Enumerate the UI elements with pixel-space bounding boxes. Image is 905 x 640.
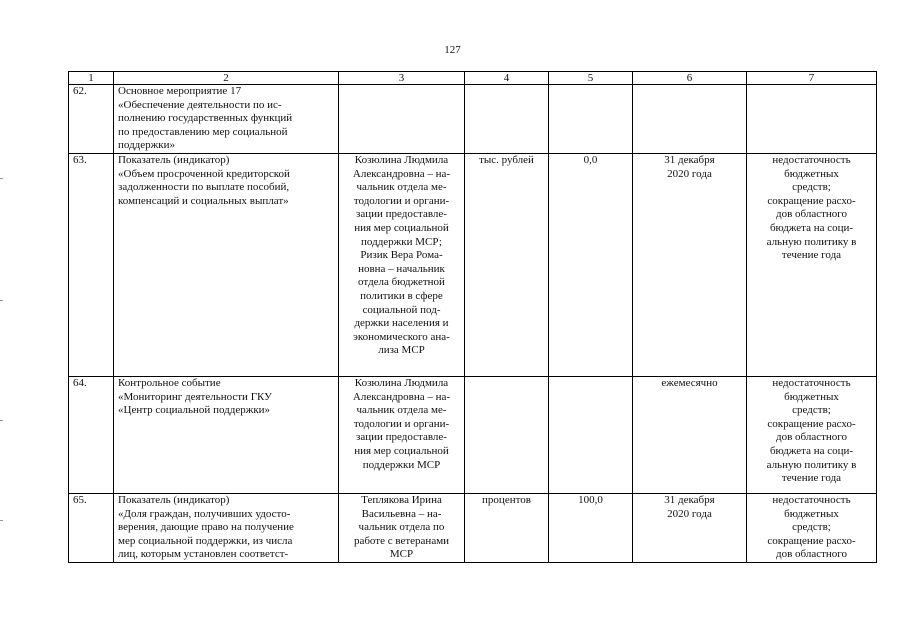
responsible-line: чальник отдела по xyxy=(358,521,445,534)
scan-edge-mark xyxy=(0,178,3,179)
risk-line: бюджетных xyxy=(784,167,839,180)
measure-name-cell xyxy=(114,154,339,377)
responsible-line: чальник отдела ме- xyxy=(356,181,447,194)
column-header: 3 xyxy=(339,72,465,85)
risk-line: дов областного xyxy=(775,548,848,561)
target-value: 0,0 xyxy=(583,154,598,166)
risk-line: течение года xyxy=(781,472,842,485)
measure-name-line: «Объем просроченной кредиторской xyxy=(118,167,290,180)
responsible-line: новна – начальник xyxy=(358,262,445,275)
table-row xyxy=(69,154,877,377)
column-header: 2 xyxy=(114,72,339,85)
responsible-line: держки населения и xyxy=(354,317,449,330)
risk-line: течение года xyxy=(781,249,842,262)
responsible-cell xyxy=(339,85,465,154)
responsible-line: Васильевна – на- xyxy=(361,507,442,520)
column-header: 4 xyxy=(465,72,549,85)
target-value-cell xyxy=(549,494,633,563)
risk-line: бюджета на соци- xyxy=(769,444,854,457)
unit-value: тыс. рублей xyxy=(479,154,534,166)
risk-line: дов областного xyxy=(775,431,848,444)
risk-cell xyxy=(747,377,877,494)
row-number: 62. xyxy=(73,85,87,97)
unit-cell xyxy=(465,85,549,154)
scan-edge-mark xyxy=(0,300,3,301)
responsible-line: Козюлина Людмила xyxy=(354,377,449,389)
page-number: 127 xyxy=(444,44,461,56)
unit-cell xyxy=(465,154,549,377)
responsible-line: политики в сфере xyxy=(360,289,443,302)
row-number: 64. xyxy=(73,377,87,389)
measure-name-line: «Центр социальной поддержки» xyxy=(118,404,271,417)
measure-name-line: верения, дающие право на получение xyxy=(118,521,294,534)
column-header: 7 xyxy=(747,72,877,85)
responsible-line: Теплякова Ирина xyxy=(361,494,442,506)
measure-name-line: Основное мероприятие 17 xyxy=(118,85,242,97)
table-header-row xyxy=(69,72,877,85)
measure-name-line: «Доля граждан, получивших удосто- xyxy=(118,507,291,520)
responsible-line: МСР xyxy=(389,548,414,561)
risk-line: средств; xyxy=(792,404,831,417)
measure-name-cell xyxy=(114,85,339,154)
risk-line: бюджетных xyxy=(784,507,839,520)
deadline-line: 31 декабря xyxy=(664,154,715,166)
deadline-line: 31 декабря xyxy=(664,494,715,506)
deadline-cell xyxy=(633,377,747,494)
risk-line: средств; xyxy=(792,181,831,194)
responsible-cell xyxy=(339,154,465,377)
risk-line: средств; xyxy=(792,521,831,534)
risk-cell xyxy=(747,85,877,154)
measure-name-line: лиц, которым установлен соответст- xyxy=(118,548,289,561)
measure-name-line: «Обеспечение деятельности по ис- xyxy=(118,98,282,111)
row-number-cell xyxy=(69,377,114,494)
row-number-cell xyxy=(69,85,114,154)
responsible-line: зации предоставле- xyxy=(356,431,447,444)
measure-name-line: задолженности по выплате пособий, xyxy=(118,181,290,194)
column-header: 5 xyxy=(549,72,633,85)
deadline-cell xyxy=(633,85,747,154)
row-number: 65. xyxy=(73,494,87,506)
responsible-line: поддержки МСР; xyxy=(361,235,442,248)
measures-table xyxy=(68,71,877,563)
responsible-line: отдела бюджетной xyxy=(358,276,445,289)
target-value-cell xyxy=(549,85,633,154)
responsible-line: Козюлина Людмила xyxy=(354,154,449,166)
responsible-line: Александровна – на- xyxy=(352,167,451,180)
unit-cell xyxy=(465,494,549,563)
responsible-line: тодологии и органи- xyxy=(353,194,450,207)
measure-name-line: Контрольное событие xyxy=(118,377,221,389)
target-value: 100,0 xyxy=(578,494,603,506)
responsible-line: чальник отдела ме- xyxy=(356,404,447,417)
risk-line: недостаточность xyxy=(772,494,851,506)
risk-line: сокращение расхо- xyxy=(767,417,856,430)
deadline-line: 2020 года xyxy=(667,167,712,180)
risk-line: дов областного xyxy=(775,208,848,221)
measure-name-cell xyxy=(114,494,339,563)
responsible-line: Александровна – на- xyxy=(352,390,451,403)
measure-name-line: Показатель (индикатор) xyxy=(118,154,230,166)
responsible-cell xyxy=(339,377,465,494)
measure-name-line: компенсаций и социальных выплат» xyxy=(118,194,289,207)
responsible-cell xyxy=(339,494,465,563)
responsible-line: зации предоставле- xyxy=(356,208,447,221)
risk-line: бюджетных xyxy=(784,390,839,403)
risk-line: бюджета на соци- xyxy=(769,221,854,234)
responsible-line: ния мер социальной xyxy=(354,221,449,234)
deadline-cell xyxy=(633,494,747,563)
risk-cell xyxy=(747,494,877,563)
responsible-line: работе с ветеранами xyxy=(353,534,450,547)
deadline-line: ежемесячно xyxy=(661,377,718,389)
unit-cell xyxy=(465,377,549,494)
responsible-line: лиза МСР xyxy=(378,344,425,357)
measure-name-line: Показатель (индикатор) xyxy=(118,494,230,506)
target-value-cell xyxy=(549,377,633,494)
responsible-line: ния мер социальной xyxy=(354,444,449,457)
table-row xyxy=(69,85,877,154)
measure-name-line: поддержки» xyxy=(118,139,175,152)
measure-name-line: «Мониторинг деятельности ГКУ xyxy=(118,390,272,403)
risk-cell xyxy=(747,154,877,377)
responsible-line: поддержки МСР xyxy=(362,458,441,471)
risk-line: альную политику в xyxy=(766,235,857,248)
responsible-line: экономического ана- xyxy=(353,330,450,343)
measure-name-line: мер социальной поддержки, из числа xyxy=(118,534,293,547)
risk-line: сокращение расхо- xyxy=(767,194,856,207)
column-header: 6 xyxy=(633,72,747,85)
measure-name-line: по предоставлению мер социальной xyxy=(118,125,288,138)
risk-line: недостаточность xyxy=(772,154,851,166)
row-number-cell xyxy=(69,154,114,377)
responsible-line: социальной под- xyxy=(362,303,441,316)
target-value-cell xyxy=(549,154,633,377)
scan-edge-mark xyxy=(0,420,3,421)
deadline-line: 2020 года xyxy=(667,507,712,520)
column-header: 1 xyxy=(69,72,114,85)
responsible-line: Ризик Вера Рома- xyxy=(360,249,443,262)
row-number-cell xyxy=(69,494,114,563)
deadline-cell xyxy=(633,154,747,377)
risk-line: альную политику в xyxy=(766,458,857,471)
table-row xyxy=(69,494,877,563)
responsible-line: тодологии и органи- xyxy=(353,417,450,430)
table-row xyxy=(69,377,877,494)
unit-value: процентов xyxy=(482,494,531,506)
measure-name-line: полнению государственных функций xyxy=(118,112,293,125)
measure-name-cell xyxy=(114,377,339,494)
risk-line: сокращение расхо- xyxy=(767,534,856,547)
risk-line: недостаточность xyxy=(772,377,851,389)
row-number: 63. xyxy=(73,154,87,166)
scan-edge-mark xyxy=(0,520,3,521)
